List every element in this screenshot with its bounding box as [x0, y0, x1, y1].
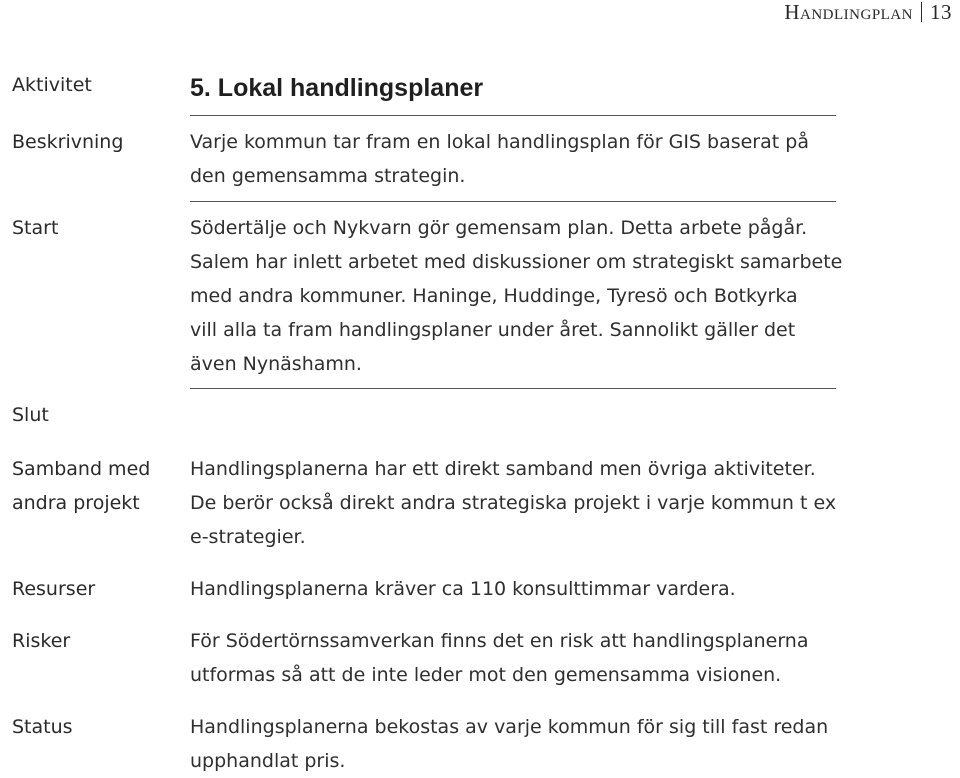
page-number: 13: [930, 0, 952, 24]
samband-text: [190, 452, 836, 554]
text-line: Handlingsplanerna kräver ca 110 konsulttimmar vardera.: [190, 578, 736, 600]
label-samband-line: andra projekt: [12, 492, 140, 514]
label-resurser: Resurser: [12, 578, 96, 600]
label-aktivitet: Aktivitet: [12, 74, 92, 96]
resurser-text: [190, 572, 736, 606]
label-slut: Slut: [12, 404, 49, 426]
beskrivning-text: [190, 125, 809, 193]
text-line: Södertälje och Nykvarn gör gemensam plan. Detta arbete pågår.: [190, 217, 808, 239]
beskrivning-divider: [190, 201, 836, 202]
text-line: den gemensamma strategin.: [190, 165, 466, 187]
text-line: e-strategier.: [190, 526, 306, 548]
label-risker: Risker: [12, 630, 71, 652]
text-line: vill alla ta fram handlingsplaner under året. Sannolikt gäller det: [190, 319, 796, 341]
risker-text: [190, 624, 809, 692]
header-title: Handlingplan: [784, 0, 913, 24]
text-line: De berör också direkt andra strategiska projekt i varje kommun t ex: [190, 492, 837, 514]
text-line: Handlingsplanerna bekostas av varje kommun för sig till fast redan: [190, 716, 829, 738]
title-divider: [190, 115, 836, 116]
text-line: utformas så att de inte leder mot den gemensamma visionen.: [190, 664, 782, 686]
start-divider: [190, 388, 836, 389]
text-line: Salem har inlett arbetet med diskussioner om strategiskt samarbete: [190, 251, 843, 273]
text-line: Handlingsplanerna har ett direkt samband men övriga aktiviteter.: [190, 458, 816, 480]
label-start: Start: [12, 217, 59, 239]
text-line: upphandlat pris.: [190, 750, 346, 772]
text-line: även Nynäshamn.: [190, 353, 362, 375]
text-line: För Södertörnssamverkan finns det en risk att handlingsplanerna: [190, 630, 809, 652]
activity-title: 5. Lokal handlingsplaner: [190, 74, 484, 102]
label-beskrivning: Beskrivning: [12, 131, 124, 153]
status-text: [190, 710, 828, 778]
text-line: Varje kommun tar fram en lokal handlingsplan för GIS baserat på: [190, 131, 809, 153]
label-samband-line: Samband med: [12, 458, 151, 480]
text-line: med andra kommuner. Haninge, Huddinge, Tyresö och Botkyrka: [190, 285, 798, 307]
start-text: [190, 211, 842, 381]
label-samband: [12, 452, 150, 520]
header-separator: [921, 2, 922, 22]
page-header: [784, 0, 952, 25]
label-status: Status: [12, 716, 73, 738]
